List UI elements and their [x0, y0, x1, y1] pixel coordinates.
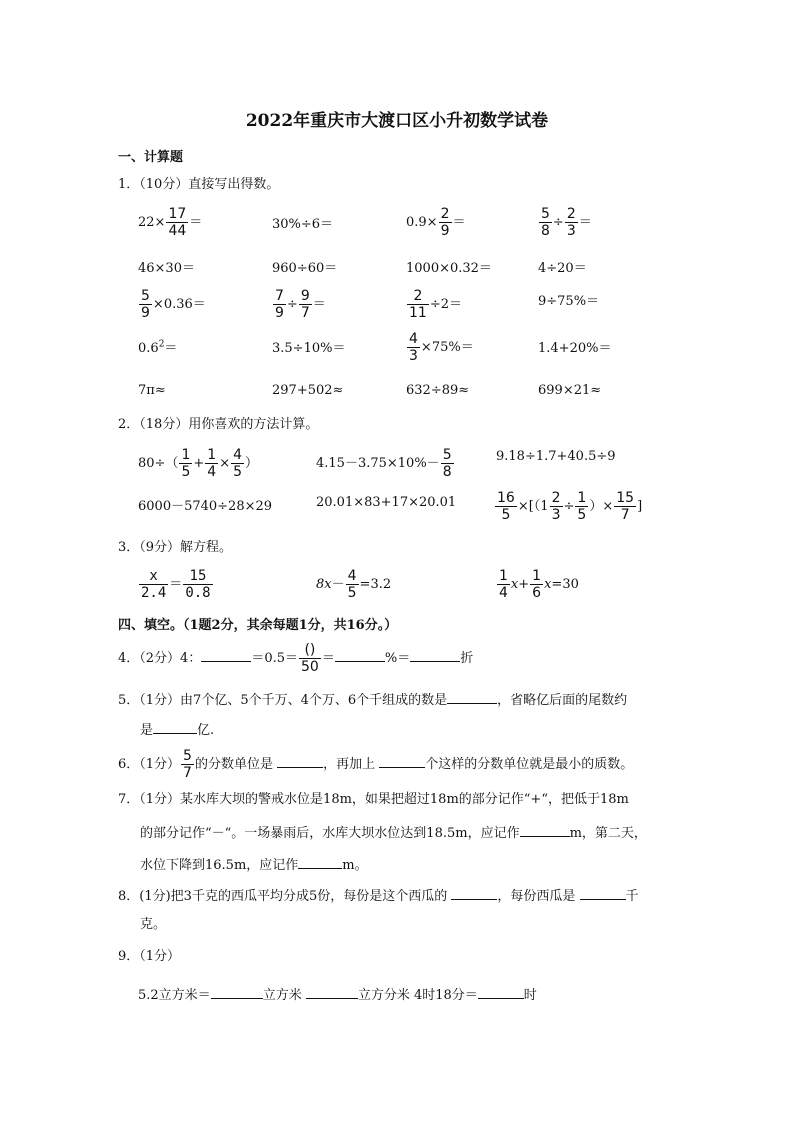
q1-item-7: 1000×0.32＝ — [406, 261, 492, 276]
fraction: $\frac{5}{8}$ — [541, 206, 550, 239]
fraction: $\frac{4}{3}$ — [409, 331, 418, 364]
fraction: $\frac{15}{0.8}$ — [185, 568, 211, 601]
answer-blank[interactable] — [277, 753, 323, 768]
q3-equation-1: $\frac{x}{2.4}$ ＝ $\frac{15}{0.8}$ — [141, 568, 211, 601]
q2-item-4: 6000－5740÷28×29 — [138, 499, 273, 514]
answer-blank[interactable] — [306, 984, 358, 999]
answer-blank[interactable] — [580, 885, 626, 900]
answer-blank[interactable] — [201, 647, 251, 662]
fraction: $\frac{4}{5}$ — [347, 568, 357, 601]
answer-blank[interactable] — [451, 885, 497, 900]
fraction: $\frac{2}{11}$ — [409, 288, 427, 321]
answer-blank[interactable] — [379, 753, 425, 768]
q1-item-2: 30%÷6＝ — [272, 217, 334, 232]
section-heading-fill-in: 四、填空。（1题2分，其余每题1分，共16分。） — [118, 618, 398, 633]
question-8-line-2: 克。 — [140, 917, 167, 932]
q1-item-16: 1.4+20%＝ — [538, 341, 612, 356]
answer-blank[interactable] — [153, 719, 197, 734]
fraction: $\frac{1}{4}$ — [207, 447, 217, 480]
question-2-label: 2．（18分）用你喜欢的方法计算。 — [118, 417, 319, 432]
answer-blank[interactable] — [298, 854, 342, 869]
fraction: $\frac{5}{8}$ — [442, 447, 452, 480]
q1-item-1: 22× $\frac{17}{44}$ ＝ — [138, 206, 203, 239]
fraction: $\frac{17}{44}$ — [168, 206, 187, 239]
fraction: $\frac{5}{9}$ — [141, 288, 150, 321]
question-4: 4．（2分）4： ＝0.5＝ $\frac{()}{50}$ ＝ %＝ 折 — [118, 642, 474, 675]
question-7-line-2: 的部分记作“－“。一场暴雨后，水库大坝水位达到18.5m，应记作 m，第二天， — [140, 822, 647, 843]
q1-item-5: 46×30＝ — [138, 261, 195, 276]
q1-item-20: 699×21≈ — [538, 383, 602, 398]
question-9-items: 5.2立方米＝ 立方米 立方分米 4时18分＝ 时 — [138, 984, 537, 1005]
fraction: $\frac{x}{2.4}$ — [141, 568, 167, 601]
q3-equation-2: 8x－ $\frac{4}{5}$ =3.2 — [316, 568, 392, 601]
fraction: $\frac{1}{4}$ — [499, 568, 508, 601]
q1-item-19: 632÷89≈ — [406, 383, 470, 398]
answer-blank[interactable] — [447, 689, 497, 704]
fraction: $\frac{1}{5}$ — [181, 447, 191, 480]
q1-item-13: $0.6^2=$ — [138, 339, 178, 356]
question-9-label: 9．（1分） — [118, 949, 181, 964]
q1-item-3: 0.9× $\frac{2}{9}$ ＝ — [406, 206, 466, 239]
q1-item-15: $\frac{4}{3}$ ×75%＝ — [409, 331, 474, 364]
section-heading-calculation: 一、计算题 — [118, 150, 184, 165]
question-7-line-3: 水位下降到16.5m，应记作 m。 — [140, 854, 368, 875]
q2-item-5: 20.01×83+17×20.01 — [316, 495, 457, 510]
fraction: $\frac{2}{3}$ — [551, 490, 561, 523]
answer-blank[interactable] — [478, 984, 524, 999]
question-8-line-1: 8．(1分)把3千克的西瓜平均分成5份，每份是这个西瓜的 ，每份西瓜是 千 — [118, 885, 639, 906]
question-5-line-2: 是 亿. — [140, 719, 214, 740]
q1-item-10: $\frac{7}{9}$ ÷ $\frac{9}{7}$ ＝ — [275, 288, 326, 321]
page-title: 2022年重庆市大渡口区小升初数学试卷 — [245, 111, 549, 131]
q2-item-3: 9.18÷1.7+40.5÷9 — [496, 449, 616, 464]
fraction: $\frac{2}{9}$ — [440, 206, 450, 239]
q1-item-9: $\frac{5}{9}$ ×0.36＝ — [141, 288, 206, 321]
fraction: $\frac{7}{9}$ — [275, 288, 284, 321]
question-1-label: 1．（10分）直接写出得数。 — [118, 177, 280, 192]
answer-blank[interactable] — [335, 647, 385, 662]
q1-item-14: 3.5÷10%＝ — [272, 341, 346, 356]
q1-item-6: 960÷60＝ — [272, 261, 338, 276]
q1-item-8: 4÷20＝ — [538, 261, 587, 276]
question-3-label: 3．（9分）解方程。 — [118, 540, 233, 555]
fraction: $\frac{4}{5}$ — [233, 447, 243, 480]
question-6: 6．（1分） $\frac{5}{7}$ 的分数单位是 ，再加上 个这样的分数单位就是最小的质数。 — [118, 748, 634, 781]
q1-item-4: $\frac{5}{8}$ ÷ $\frac{2}{3}$ ＝ — [541, 206, 592, 239]
q1-item-17: 7π≈ — [138, 383, 166, 398]
answer-blank[interactable] — [410, 647, 460, 662]
fraction: $\frac{()}{50}$ — [301, 642, 319, 675]
q2-item-2: 4.15－3.75×10%－ $\frac{5}{8}$ — [316, 447, 452, 480]
question-5-line-1: 5．（1分）由7个亿、5个千万、4个万、6个千组成的数是 ，省略亿后面的尾数约 — [118, 689, 627, 710]
fraction: $\frac{2}{3}$ — [566, 206, 576, 239]
q1-item-11: $\frac{2}{11}$ ÷2＝ — [409, 288, 462, 321]
q2-item-6: $\frac{16}{5}$ ×[（1 $\frac{2}{3}$ ÷ $\frac{1}{5}$ ）× $\frac{15}{7}$ ] — [497, 490, 643, 523]
fraction: $\frac{16}{5}$ — [497, 490, 515, 523]
question-7-line-1: 7．（1分）某水库大坝的警戒水位是18m，如果把超过18m的部分记作“+“，把低于18m — [118, 792, 629, 807]
fraction: $\frac{1}{5}$ — [577, 490, 587, 523]
q3-equation-3: $\frac{1}{4}$ x+ $\frac{1}{6}$ x=30 — [499, 568, 579, 601]
answer-blank[interactable] — [520, 822, 570, 837]
q2-item-1: 80÷（ $\frac{1}{5}$ + $\frac{1}{4}$ × $\frac{4}{5}$ ） — [138, 447, 259, 480]
fraction: $\frac{9}{7}$ — [300, 288, 310, 321]
fraction: $\frac{5}{7}$ — [183, 748, 192, 781]
answer-blank[interactable] — [211, 984, 263, 999]
q1-item-18: 297+502≈ — [272, 383, 344, 398]
fraction: $\frac{1}{6}$ — [532, 568, 542, 601]
fraction: $\frac{15}{7}$ — [616, 490, 635, 523]
q1-item-12: 9÷75%＝ — [538, 294, 600, 309]
